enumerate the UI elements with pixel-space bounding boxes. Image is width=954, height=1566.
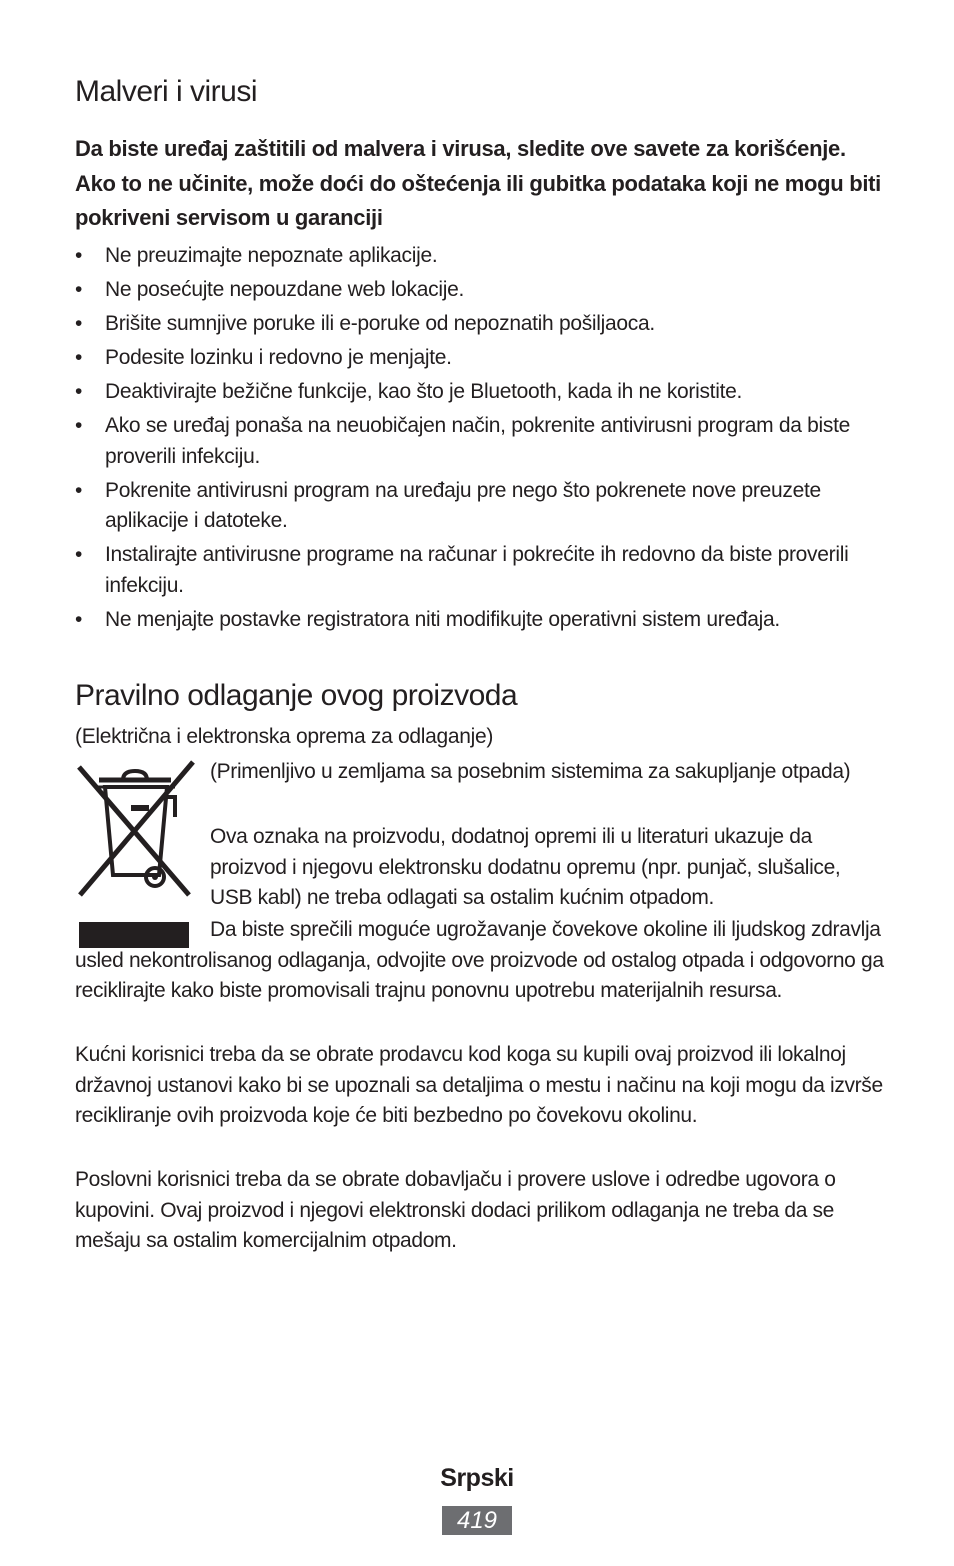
bullet-icon: • (75, 380, 83, 403)
home-users-text: Kućni korisnici treba da se obrate prodavcu kod koga su kupili ovaj proizvod ili lokalnoj državnoj ustanovi kako bi se upoznali sa detaljima o mestu i načinu na koji mogu da izvrše recikliranje ovih proizvoda koje će biti bezbedno po čovekovu okolinu. (75, 1043, 883, 1127)
malware-tips-list (75, 241, 885, 639)
disposal-subtitle: (Električna i elektronska oprema za odlaganje) (75, 725, 494, 748)
bullet-icon: • (75, 244, 83, 267)
applicable-text: (Primenljivo u zemljama sa posebnim sistemima za sakupljanje otpada) (210, 760, 851, 783)
list-item: • Ne posećujte nepouzdane web lokacije. (75, 275, 885, 306)
bullet-icon: • (75, 414, 83, 437)
malware-lead-text: Da biste uređaj zaštitili od malvera i virusa, sledite ove savete za korišćenje. Ako to ne učinite, može doći do oštećenja ili gubitka podataka koji ne mogu biti pokriveni servisom u garanciji (75, 136, 881, 230)
footer-language: Srpski (440, 1464, 514, 1492)
list-item: • Instalirajte antivirusne programe na računar i pokrećite ih redovno da biste proverili infekciju. (75, 540, 885, 601)
prevent-text: Da biste sprečili moguće ugrožavanje čovekove okoline ili ljudskog zdravlja usled nekontrolisanog odlaganja, odvojite ove proizvode od ostalog otpada i odgovorno ga reciklirajte kako biste promovisali trajnu ponovnu upotrebu materijalnih resursa. (75, 918, 884, 1002)
list-item: • Pokrenite antivirusni program na uređaju pre nego što pokrenete nove preuzete aplikacije i datoteke. (75, 476, 885, 537)
list-item: • Deaktivirajte bežične funkcije, kao što je Bluetooth, kada ih ne koristite. (75, 377, 885, 408)
list-item: • Ne menjajte postavke registratora niti modifikujte operativni sistem uređaja. (75, 605, 885, 636)
business-users-text: Poslovni korisnici treba da se obrate dobavljaču i provere uslove i odredbe ugovora o kupovini. Ovaj proizvod i njegovi elektronski dodaci prilikom odlaganja ne treba da se mešaju sa ostalim komercijalnim otpadom. (75, 1168, 836, 1252)
section-title-disposal: Pravilno odlaganje ovog proizvoda (75, 679, 518, 712)
list-item: • Podesite lozinku i redovno je menjajte. (75, 343, 885, 374)
bullet-icon: • (75, 346, 83, 369)
mark-description-text: Ova oznaka na proizvodu, dodatnoj opremi ili u literaturi ukazuje da proizvod i njegovu elektronsku dodatnu opremu (npr. punjač, slušalice, USB kabl) ne treba odlagati sa ostalim kućnim otpadom. (210, 825, 841, 909)
bullet-icon: • (75, 278, 83, 301)
list-item: • Ne preuzimajte nepoznate aplikacije. (75, 241, 885, 272)
list-item: • Ako se uređaj ponaša na neuobičajen način, pokrenite antivirusni program da biste proverili infekciju. (75, 411, 885, 472)
bullet-icon: • (75, 478, 83, 502)
bullet-icon: • (75, 607, 83, 631)
bullet-icon: • (75, 312, 83, 335)
list-item: • Brišite sumnjive poruke ili e-poruke od nepoznatih pošiljaoca. (75, 309, 885, 340)
section-title-malware: Malveri i virusi (75, 75, 258, 108)
page-number: 419 (442, 1506, 512, 1535)
bullet-icon: • (75, 543, 83, 566)
